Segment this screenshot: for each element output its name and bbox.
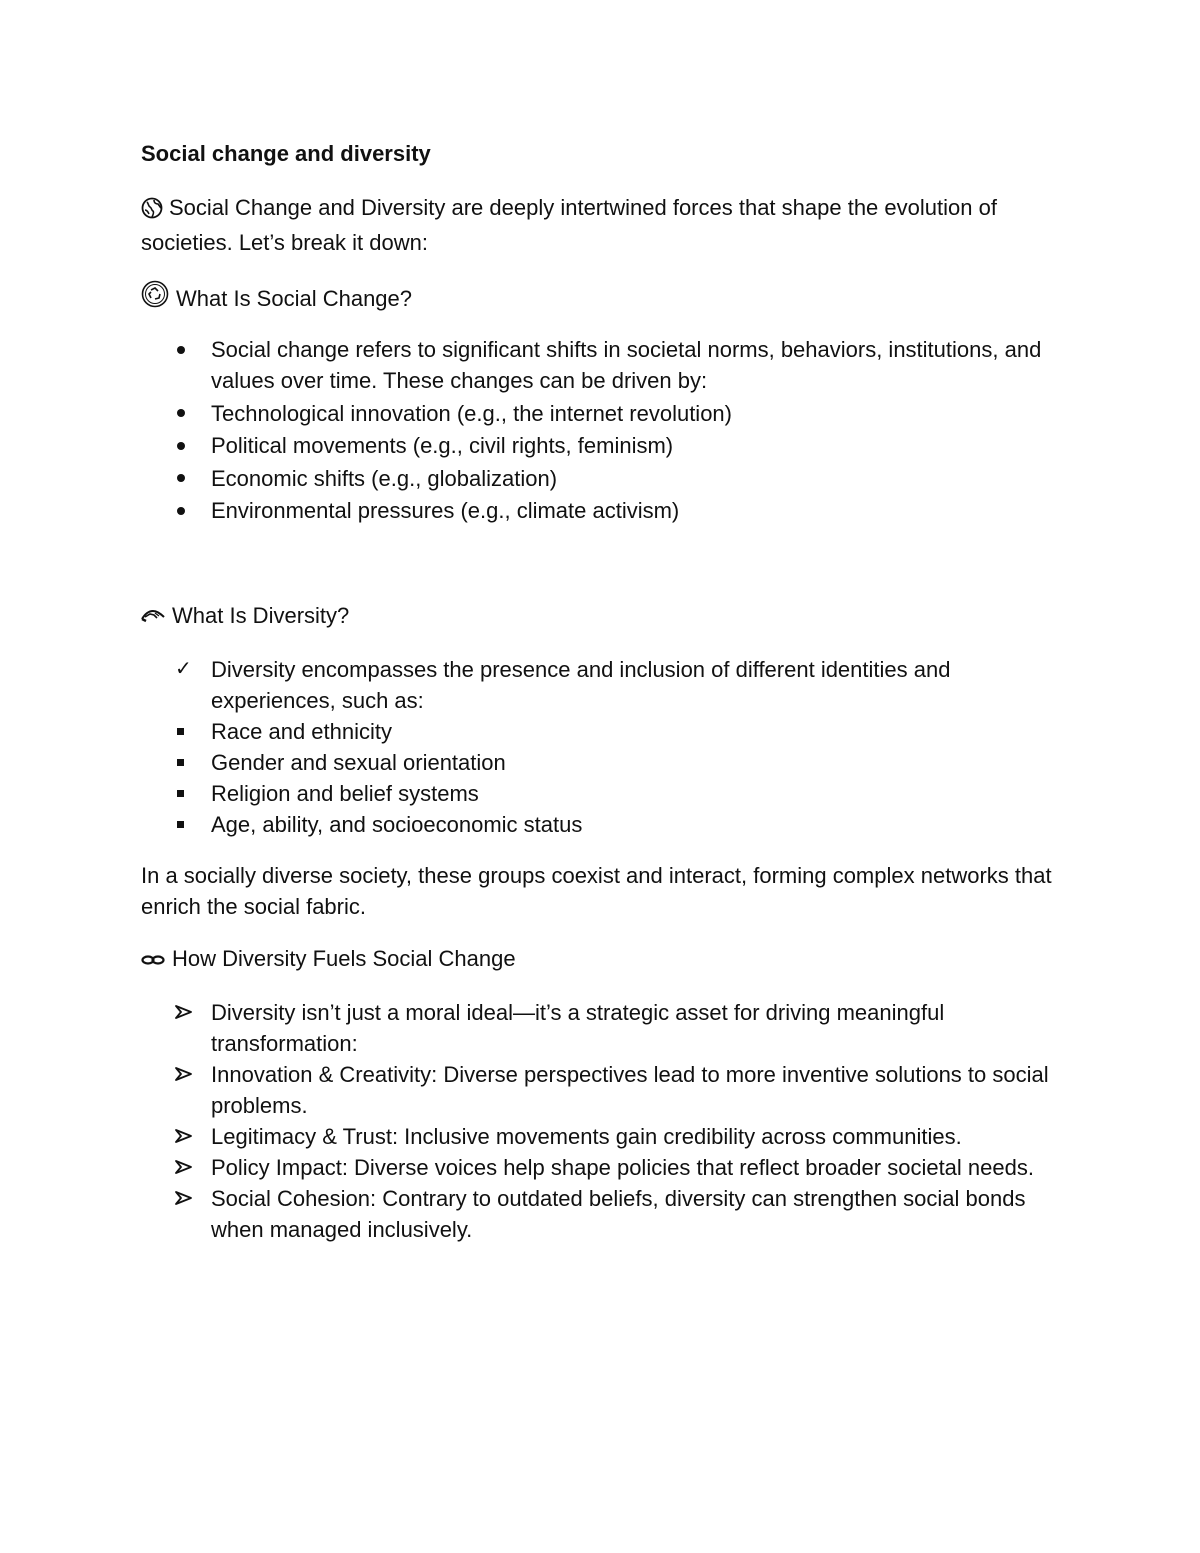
list-item: Innovation & Creativity: Diverse perspectives lead to more inventive solutions to social problems. [141,1059,1081,1121]
bullet-square [177,790,184,797]
list-item: Diversity isn’t just a moral ideal—it’s a strategic asset for driving meaningful transformation: [141,997,1081,1059]
heading-social-change-text: What Is Social Change? [176,285,413,311]
heading-diversity [141,600,349,631]
bullet-dot [177,474,185,482]
social-change-list [141,334,1081,528]
list-item: Policy Impact: Diverse voices help shape policies that reflect broader societal needs. [141,1152,1081,1183]
heading-diversity-text: What Is Diversity? [172,603,350,628]
arrow-bullet-icon [174,997,194,1028]
bullet-dot [177,507,185,515]
diversity-list [141,654,1081,840]
list-item: Technological innovation (e.g., the internet revolution) [141,398,1081,429]
globe-icon [141,196,163,227]
heading-social-change [141,280,412,316]
list-item: Political movements (e.g., civil rights, feminism) [141,430,1081,461]
heading-diversity-fuels [141,943,516,974]
arrow-bullet-icon [174,1059,194,1090]
bullet-dot [177,409,185,417]
list-item: Gender and sexual orientation [141,747,1081,778]
list-item: Religion and belief systems [141,778,1081,809]
closing-paragraph: In a socially diverse society, these groups coexist and interact, forming complex networks that enrich the social fabric. [141,863,1052,919]
diversity-fuels-list [141,997,1081,1245]
heading-diversity-fuels-text: How Diversity Fuels Social Change [172,946,516,971]
link-icon [141,943,165,974]
intro-paragraph [141,192,1081,258]
list-item: ✓ Diversity encompasses the presence and inclusion of different identities and experiences, such as: [141,654,1081,716]
bullet-dot [177,442,185,450]
checkmark-icon: ✓ [175,658,192,680]
handshake-icon [141,600,165,631]
arrow-bullet-icon [174,1152,194,1183]
list-item: Legitimacy & Trust: Inclusive movements gain credibility across communities. [141,1121,1081,1152]
arrow-bullet-icon [174,1121,194,1152]
list-item: Economic shifts (e.g., globalization) [141,463,1081,494]
list-item: Social change refers to significant shifts in societal norms, behaviors, institutions, and values over time. These changes can be driven by: [141,334,1081,396]
list-item: Social Cohesion: Contrary to outdated beliefs, diversity can strengthen social bonds when managed inclusively. [141,1183,1081,1245]
arrow-bullet-icon [174,1183,194,1214]
bullet-square [177,728,184,735]
bullet-square [177,821,184,828]
bullet-square [177,759,184,766]
bullet-dot [177,346,185,354]
intro-text: Social Change and Diversity are deeply intertwined forces that shape the evolution of societies. Let’s break it down: [141,195,997,255]
list-item: Environmental pressures (e.g., climate activism) [141,495,1081,526]
document-title: Social change and diversity [141,141,431,166]
recycle-icon [141,280,169,316]
list-item: Race and ethnicity [141,716,1081,747]
list-item: Age, ability, and socioeconomic status [141,809,1081,840]
